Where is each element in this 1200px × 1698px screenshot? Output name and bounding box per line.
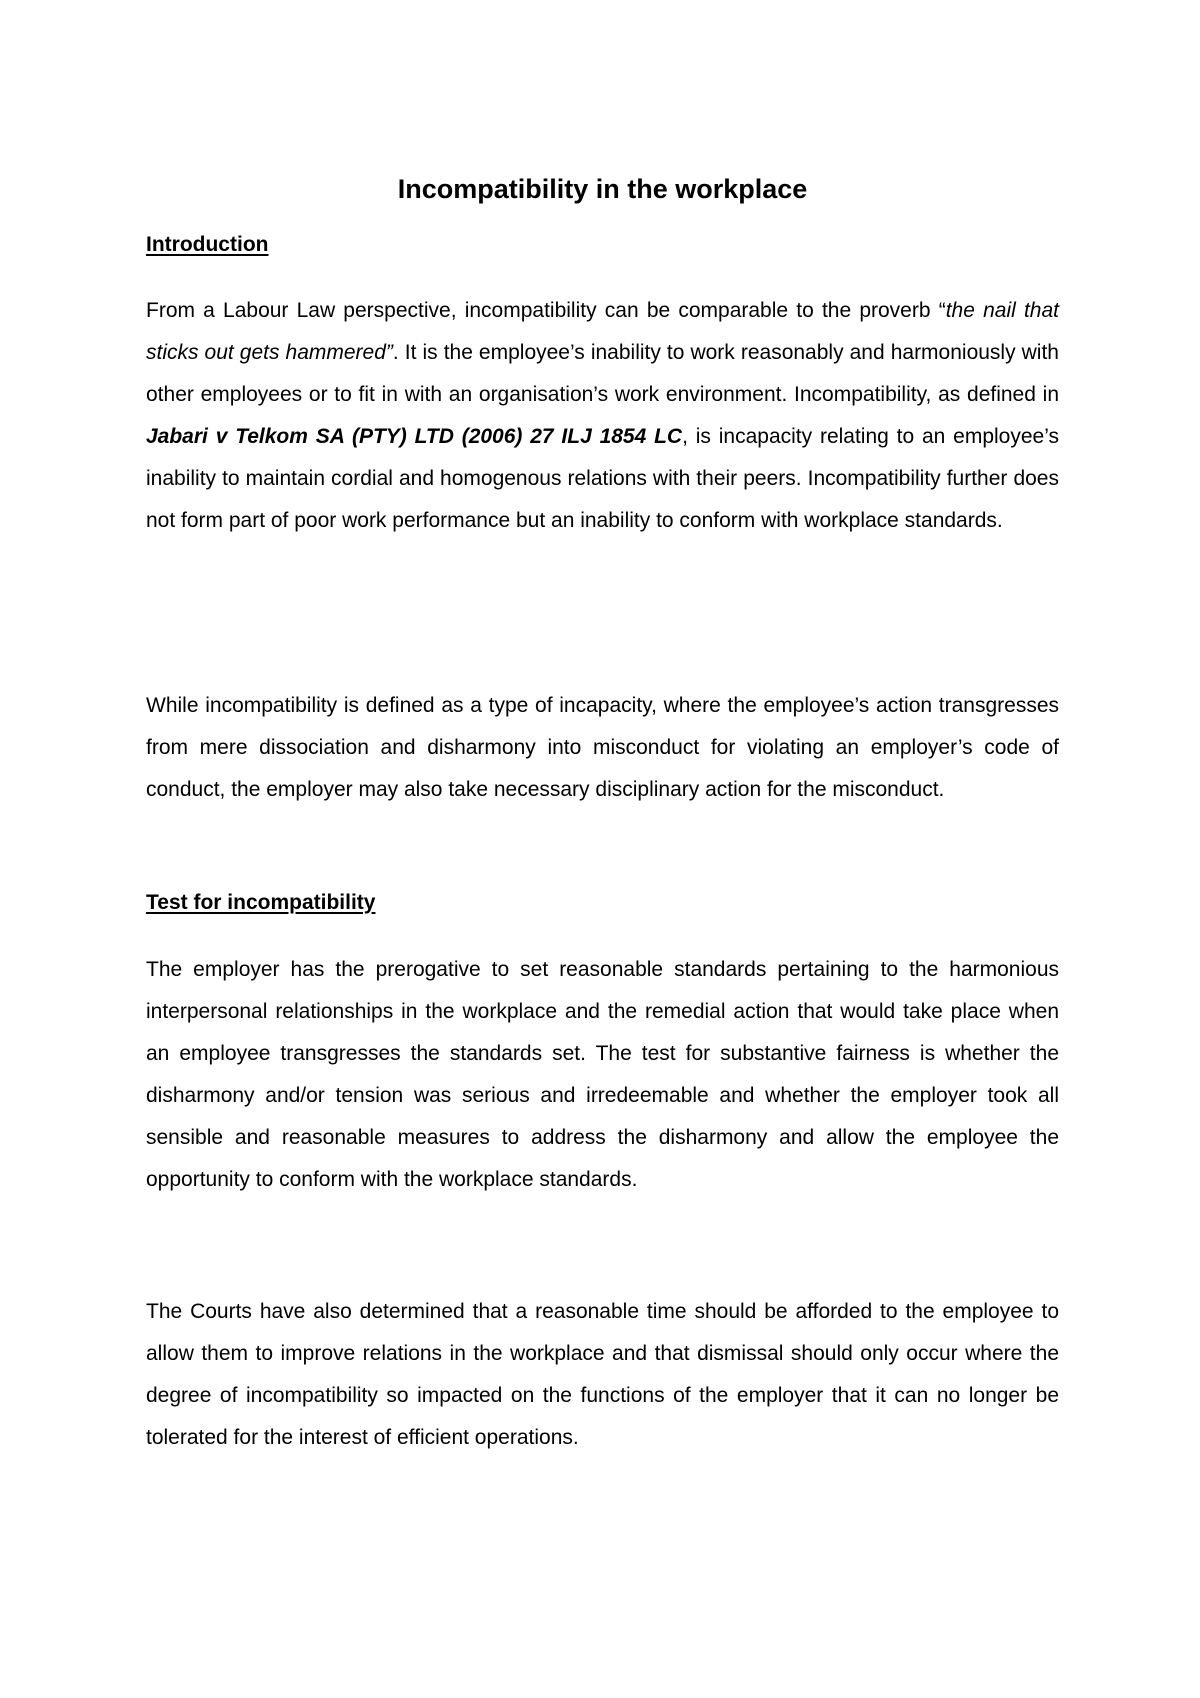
paragraph-text: . It is the employee’s inability to work reasonably and harmoniously with other employees or to fit in with an organisation’s work environment. Incompatibility, as defined in [146, 341, 1059, 406]
test-paragraph-2: The Courts have also determined that a reasonable time should be afforded to the employee to allow them to improve relations in the workplace and that dismissal should only occur where the degree of incompatibility so impacted on the functions of the employer that it can no longer be tolerated for the interest of efficient operations. [146, 1300, 1059, 1449]
paragraph-text: , is incapacity relating to an employee’s inability to maintain cordial and homogenous relations with their peers. Incompatibility further does not form part of poor work performance but an inability to conform with workplace standards. [146, 425, 1060, 532]
section-heading-introduction: Introduction [146, 233, 269, 256]
document-title: Incompatibility in the workplace [397, 174, 808, 204]
paragraph-text: From a Labour Law perspective, incompatibility can be comparable to the proverb “ [146, 299, 946, 322]
proverb-quote: the nail that sticks out gets hammered” [146, 299, 1059, 364]
section-heading-test-for-incompatibility: Test for incompatibility [146, 891, 376, 914]
case-citation: Jabari v Telkom SA (PTY) LTD (2006) 27 ILJ 1854 LC [146, 425, 683, 448]
introduction-paragraph-1 [146, 290, 1059, 542]
introduction-paragraph-2: While incompatibility is defined as a type of incapacity, where the employee’s action transgresses from mere dissociation and disharmony into misconduct for violating an employer’s code of conduct, the employer may also take necessary disciplinary action for the misconduct. [146, 694, 1059, 801]
test-paragraph-1: The employer has the prerogative to set reasonable standards pertaining to the harmonious interpersonal relationships in the workplace and the remedial action that would take place when an employee transgresses the standards set. The test for substantive fairness is whether the disharmony and/or tension was serious and irredeemable and whether the employer took all sensible and reasonable measures to address the disharmony and allow the employee the opportunity to conform with the workplace standards. [146, 958, 1059, 1191]
